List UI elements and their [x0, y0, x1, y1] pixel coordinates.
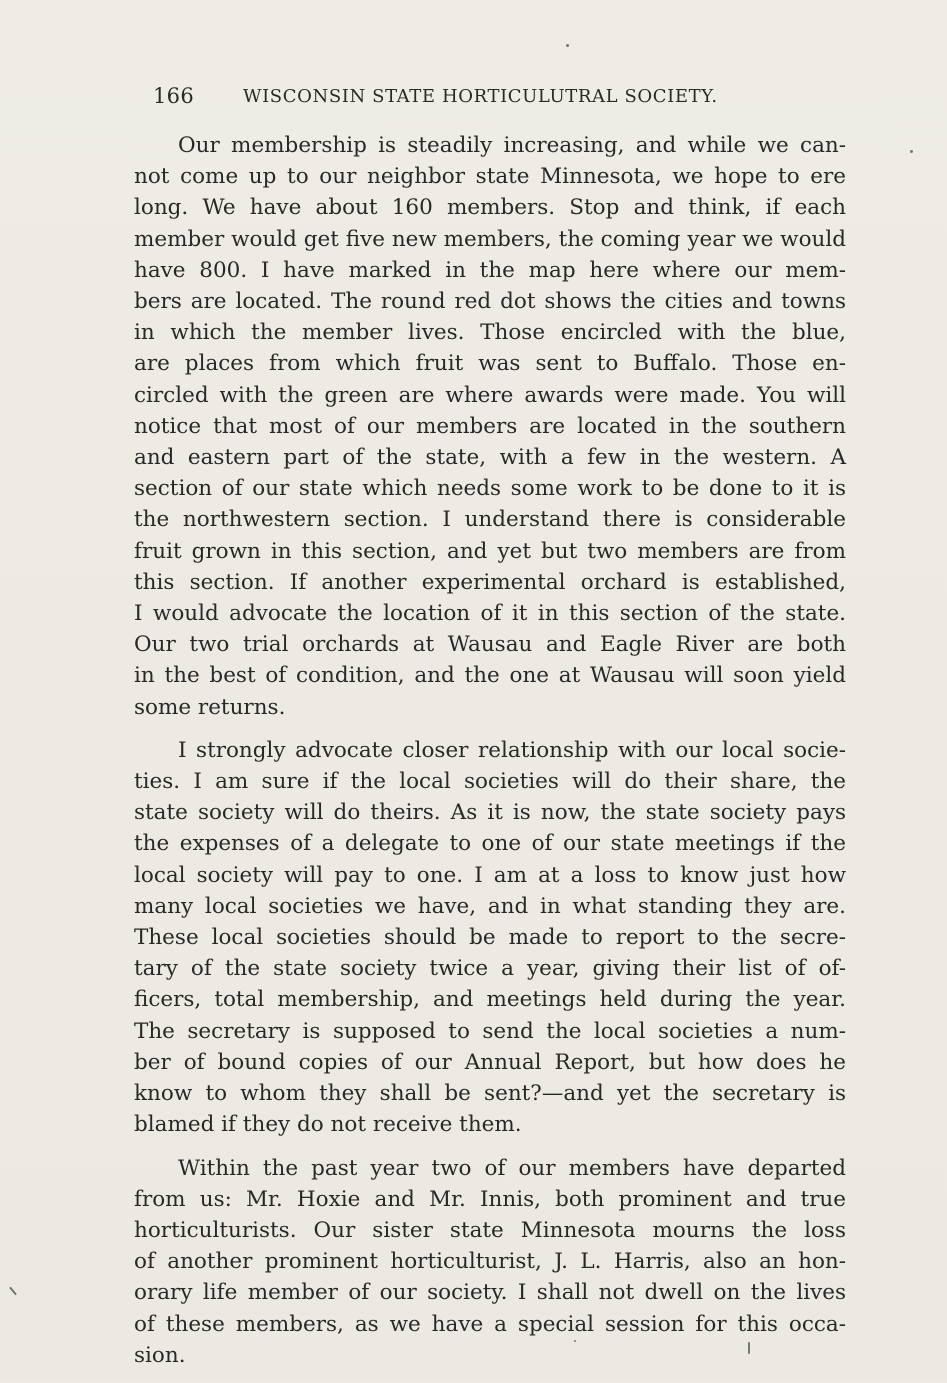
text-line: I would advocate the location of it in this section of the state.	[134, 601, 846, 627]
scan-speck	[9, 1287, 17, 1296]
text-line: section of our state which needs some work to be done to it is	[134, 476, 846, 502]
page-header	[153, 84, 793, 114]
text-line: circled with the green are where awards were made. You will	[134, 382, 846, 408]
text-line: state society will do theirs. As it is now, the state society pays	[134, 800, 846, 826]
text-line: this section. If another experimental orchard is established,	[134, 569, 846, 595]
text-line: horticulturists. Our sister state Minnesota mourns the loss	[134, 1217, 846, 1243]
text-line: Within the past year two of our members have departed	[178, 1155, 846, 1181]
text-line: Our two trial orchards at Wausau and Eagle River are both	[134, 632, 846, 658]
text-line: in the best of condition, and the one at Wausau will soon yield	[134, 663, 846, 689]
text-line: tary of the state society twice a year, giving their list of of-	[134, 956, 846, 982]
paragraph-departed-members	[134, 1153, 846, 1371]
text-line: ber of bound copies of our Annual Report, but how does he	[134, 1049, 846, 1075]
text-line: ficers, total membership, and meetings held during the year.	[134, 987, 846, 1013]
text-line: have 800. I have marked in the map here where our mem-	[134, 257, 846, 283]
scan-speck	[574, 1340, 576, 1342]
paragraph-membership	[134, 130, 846, 723]
page-number: 166	[153, 84, 194, 108]
body-text	[134, 130, 846, 1383]
scan-speck	[748, 1342, 750, 1354]
scan-speck	[566, 44, 569, 47]
paragraph-local-societies	[134, 735, 846, 1141]
text-line: orary life member of our society. I shall not dwell on the lives	[134, 1280, 846, 1306]
text-line: some returns.	[134, 694, 286, 720]
text-line: long. We have about 160 members. Stop and think, if each	[134, 195, 846, 221]
text-line: blamed if they do not receive them.	[134, 1112, 522, 1138]
text-line: not come up to our neighbor state Minnesota, we hope to ere	[134, 164, 846, 190]
text-line: notice that most of our members are located in the southern	[134, 413, 846, 439]
text-line: These local societies should be made to report to the secre-	[134, 925, 846, 951]
scan-speck	[910, 150, 913, 153]
text-line: bers are located. The round red dot shows the cities and towns	[134, 289, 846, 315]
text-line: in which the member lives. Those encircled with the blue,	[134, 320, 846, 346]
text-line: of another prominent horticulturist, J. L. Harris, also an hon-	[134, 1249, 846, 1275]
text-line: the northwestern section. I understand there is considerable	[134, 507, 846, 533]
text-line: fruit grown in this section, and yet but two members are from	[134, 538, 846, 564]
text-line: of these members, as we have a special session for this occa-	[134, 1311, 846, 1337]
running-title: WISCONSIN STATE HORTICULUTRAL SOCIETY.	[243, 86, 718, 107]
text-line: the expenses of a delegate to one of our state meetings if the	[134, 831, 846, 857]
text-line: The secretary is supposed to send the local societies a num-	[134, 1018, 846, 1044]
text-line: member would get five new members, the coming year we would	[134, 226, 846, 252]
text-line: Our membership is steadily increasing, and while we can-	[178, 133, 846, 158]
text-line: local society will pay to one. I am at a loss to know just how	[134, 862, 846, 888]
text-line: sion.	[134, 1342, 186, 1368]
text-line: know to whom they shall be sent?—and yet the secretary is	[134, 1081, 846, 1107]
text-line: ties. I am sure if the local societies will do their share, the	[134, 769, 846, 795]
text-line: are places from which fruit was sent to Buffalo. Those en-	[134, 351, 846, 377]
text-line: and eastern part of the state, with a few in the western. A	[134, 445, 846, 471]
text-line: I strongly advocate closer relationship with our local socie-	[178, 737, 846, 763]
text-line: from us: Mr. Hoxie and Mr. Innis, both prominent and true	[134, 1186, 846, 1212]
text-line: many local societies we have, and in what standing they are.	[134, 893, 846, 919]
